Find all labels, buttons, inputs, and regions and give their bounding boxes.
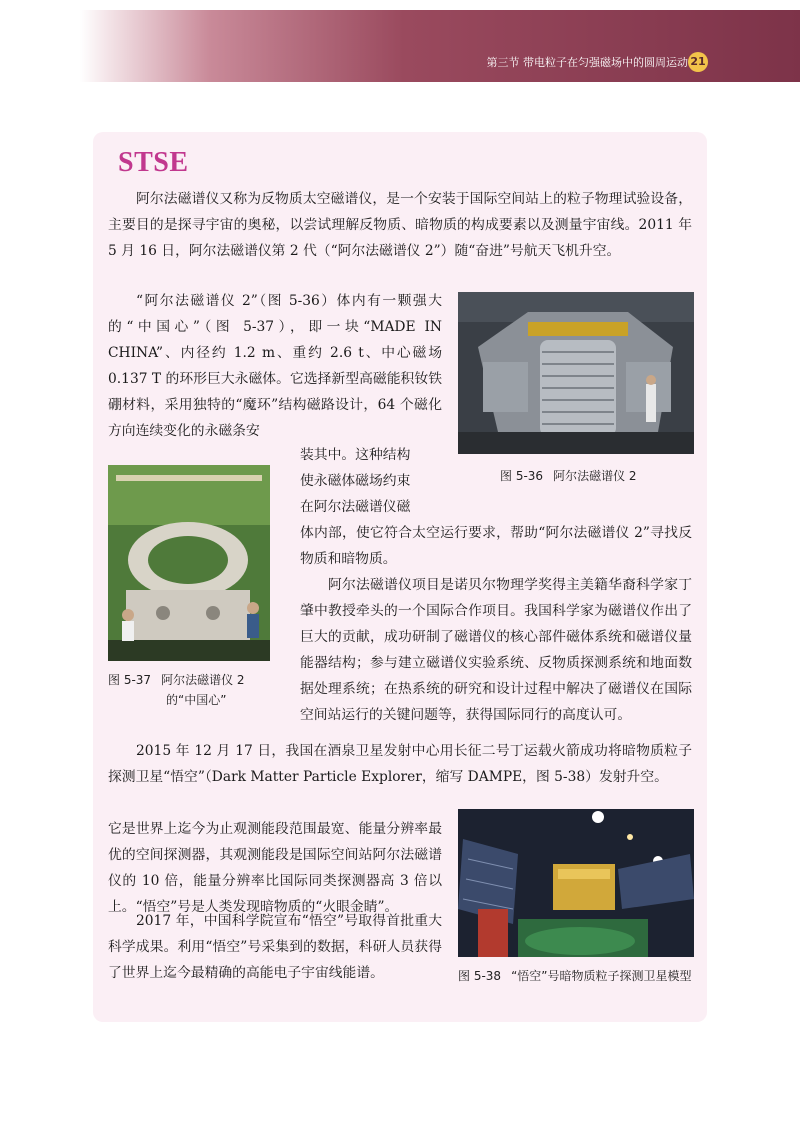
- figure-5-38-number: 图 5-38: [458, 969, 502, 983]
- paragraph-wukong-launch: 2015 年 12 月 17 日，我国在酒泉卫星发射中心用长征二号丁运载火箭成功将暗物质粒子探测卫星“悟空”（Dark Matter Particle Explorer，缩写 DAMPE，图 5-38）发射升空。: [108, 743, 692, 785]
- paragraph-china-heart: “阿尔法磁谱仪 2”（图 5-36）体内有一颗强大的“中国心”（图 5-37），即一块“MADE IN CHINA”、内径约 1.2 m、重约 2.6 t、中心磁场 0.137 T 的环形巨大永磁体。它选择新型高磁能积钕铁硼材料，采用独特的“魔环”结构磁路设计，64 个磁化方向连续变化的永磁条安: [108, 293, 442, 439]
- figure-5-37-text-line-1: 阿尔法磁谱仪 2: [161, 673, 245, 687]
- wukong-illustration: [458, 809, 694, 957]
- figure-china-heart-photo: [108, 465, 270, 661]
- stse-heading: STSE: [118, 147, 189, 178]
- paragraph-wrap-line-3: 在阿尔法磁谱仪磁: [300, 499, 411, 515]
- china-heart-illustration: [108, 465, 270, 661]
- figure-5-37-caption: [108, 670, 245, 690]
- figure-5-36-caption: [500, 466, 637, 486]
- paragraph-ams-project: 阿尔法磁谱仪项目是诺贝尔物理学奖得主美籍华裔科学家丁肇中教授牵头的一个国际合作项目。我国科学家为磁谱仪作出了巨大的贡献，成功研制了磁谱仪的核心部件磁体系统和磁谱仪量能器结构；参与建立磁谱仪实验系统、反物质探测系统和地面数据处理系统；在热系统的研究和设计过程中解决了磁谱仪在国际空间站运行的关键问题等，获得国际同行的高度认可。: [300, 577, 692, 723]
- paragraph-wukong-detector: 它是世界上迄今为止观测能段范围最宽、能量分辨率最优的空间探测器，其观测能段是国际空间站阿尔法磁谱仪的 10 倍，能量分辨率比国际同类探测器高 3 倍以上。“悟空”号是人类发现暗物质的“火眼金睛”。: [108, 821, 442, 915]
- figure-5-37-caption-line-2: 的“中国心”: [166, 693, 227, 707]
- paragraph-wrap-line-2: 使永磁体磁场约束: [300, 473, 411, 489]
- section-title: 第三节 带电粒子在匀强磁场中的圆周运动: [486, 56, 688, 69]
- figure-wukong-model-photo: [458, 809, 694, 957]
- paragraph-wrap-line-1: 装其中。这种结构: [300, 447, 411, 463]
- paragraph-wrap-rest: 体内部，使它符合太空运行要求，帮助“阿尔法磁谱仪 2”寻找反物质和暗物质。: [300, 525, 692, 567]
- figure-5-38-text: “悟空”号暗物质粒子探测卫星模型: [511, 969, 692, 983]
- figure-5-36-text: 阿尔法磁谱仪 2: [553, 469, 637, 483]
- figure-5-37-number: 图 5-37: [108, 673, 152, 687]
- figure-5-38-caption: [458, 966, 694, 986]
- chapter-header-band: [80, 10, 800, 82]
- ams2-illustration: [458, 292, 694, 454]
- paragraph-ams-intro: 阿尔法磁谱仪又称为反物质太空磁谱仪，是一个安装于国际空间站上的粒子物理试验设备，主要目的是探寻宇宙的奥秘，以尝试理解反物质、暗物质的构成要素以及测量宇宙线。2011 年 5 月 16 日，阿尔法磁谱仪第 2 代（“阿尔法磁谱仪 2”）随“奋进”号航天飞机升空。: [108, 191, 692, 259]
- figure-ams2-photo: [458, 292, 694, 454]
- page-number-badge: 21: [688, 52, 708, 72]
- figure-5-36-number: 图 5-36: [500, 469, 544, 483]
- paragraph-wukong-results: 2017 年，中国科学院宣布“悟空”号取得首批重大科学成果。利用“悟空”号采集到的数据，科研人员获得了世界上迄今最精确的高能电子宇宙线能谱。: [108, 913, 442, 981]
